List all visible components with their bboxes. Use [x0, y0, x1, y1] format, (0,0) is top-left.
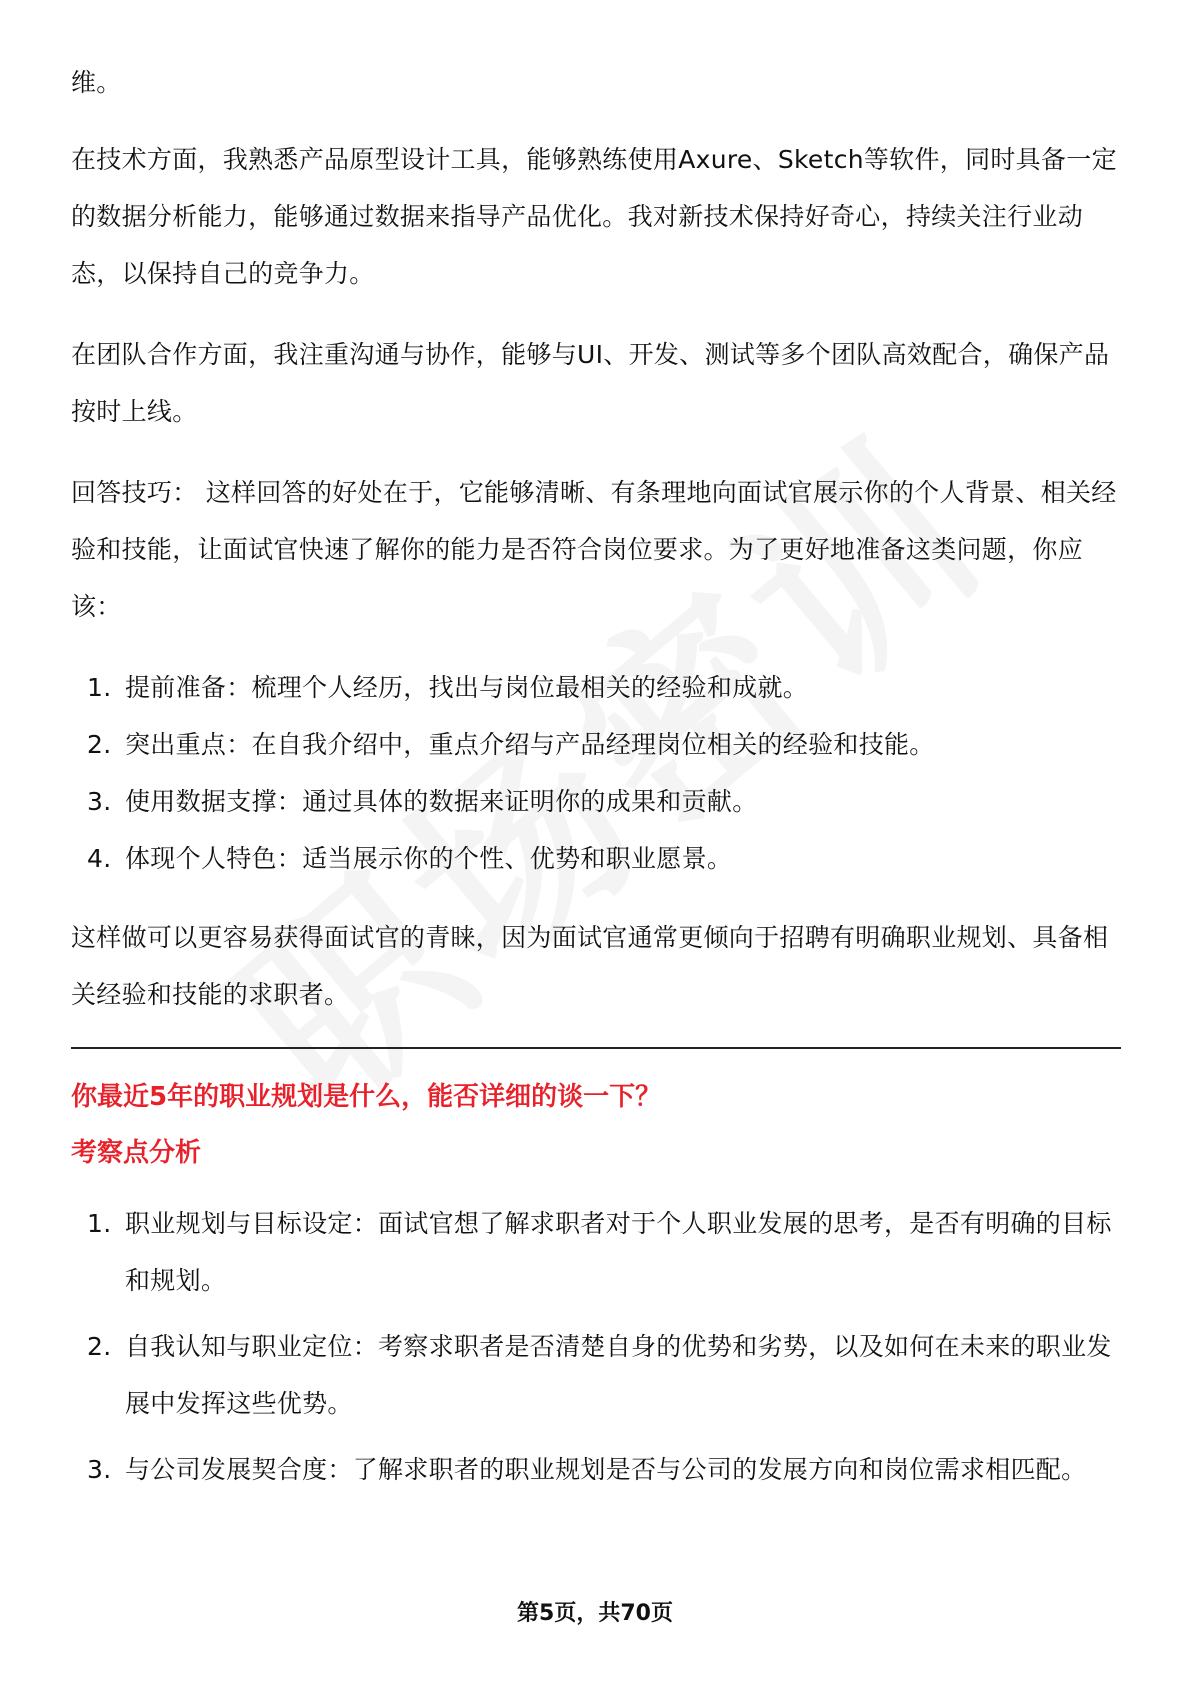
list-number: 4.: [87, 844, 112, 873]
list-number: 3.: [87, 1455, 112, 1484]
paragraph-technical: 在技术方面，我熟悉产品原型设计工具，能够熟练使用Axure、Sketch等软件，同时具备一定的数据分析能力，能够通过数据来指导产品优化。我对新技术保持好奇心，持续关注行业动态，以保持自己的竞争力。: [71, 145, 1117, 288]
list-item: [71, 1195, 1121, 1309]
list-item: [71, 1441, 1121, 1498]
list-item: [71, 716, 1121, 773]
list-item: [71, 659, 1121, 716]
page-number: 第5页，共70页: [517, 1601, 673, 1626]
list-item-text: 突出重点：在自我介绍中，重点介绍与产品经理岗位相关的经验和技能。: [125, 730, 935, 759]
list-number: 3.: [87, 787, 112, 816]
list-number: 2.: [87, 730, 112, 759]
list-item: [71, 1318, 1121, 1432]
paragraph-answer-tips: 回答技巧： 这样回答的好处在于，它能够清晰、有条理地向面试官展示你的个人背景、相关经验和技能，让面试官快速了解你的能力是否符合岗位要求。为了更好地准备这类问题，你应该：: [71, 478, 1117, 621]
list-number: 1.: [87, 673, 112, 702]
paragraph-continuation: 维。: [71, 68, 122, 97]
list-item-text: 使用数据支撑：通过具体的数据来证明你的成果和贡献。: [125, 787, 758, 816]
section-divider: [71, 1047, 1121, 1049]
list-item-text: 职业规划与目标设定：面试官想了解求职者对于个人职业发展的思考，是否有明确的目标和规划。: [125, 1209, 1112, 1295]
list-item-text: 自我认知与职业定位：考察求职者是否清楚自身的优势和劣势，以及如何在未来的职业发展中发挥这些优势。: [125, 1332, 1112, 1418]
question-subtitle: 考察点分析: [71, 1138, 202, 1168]
list-item: [71, 830, 1121, 887]
list-item-text: 与公司发展契合度：了解求职者的职业规划是否与公司的发展方向和岗位需求相匹配。: [125, 1455, 1087, 1484]
analysis-list: [71, 1195, 1121, 1498]
list-item: [71, 773, 1121, 830]
paragraph-closing: 这样做可以更容易获得面试官的青睐，因为面试官通常更倾向于招聘有明确职业规划、具备相关经验和技能的求职者。: [71, 923, 1109, 1009]
list-item-text: 提前准备：梳理个人经历，找出与岗位最相关的经验和成就。: [125, 673, 809, 702]
list-number: 1.: [87, 1209, 112, 1238]
list-number: 2.: [87, 1332, 112, 1361]
question-title: 你最近5年的职业规划是什么，能否详细的谈一下？: [71, 1082, 662, 1112]
paragraph-teamwork: 在团队合作方面，我注重沟通与协作，能够与UI、开发、测试等多个团队高效配合，确保产品按时上线。: [71, 340, 1110, 426]
page-content: [71, 54, 1121, 1507]
list-item-text: 体现个人特色：适当展示你的个性、优势和职业愿景。: [125, 844, 733, 873]
tips-list: [71, 659, 1121, 887]
